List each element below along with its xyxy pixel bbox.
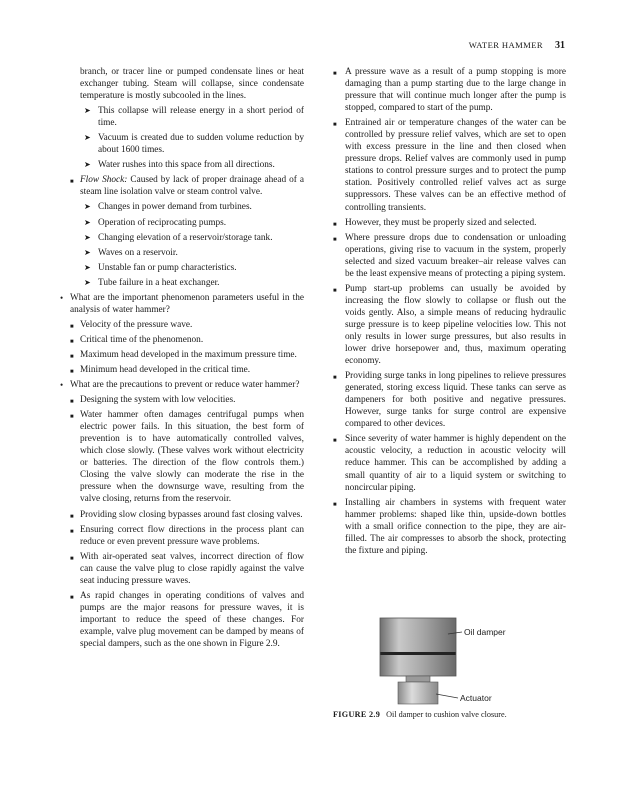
list-item: ■ Pump start-up problems can usually be avoided by increasing the flow slowly to collapse or flush out the voids gently. Also, a simple means of reducing hydraulic surge pressure is to keep pipeline velocities low. This not only results in lower surge pressures, but also results in lower drive horsepower and, thus, maximum operating economy. (333, 283, 566, 367)
square-bullet-icon: ■ (70, 338, 74, 345)
list-item: ■ Where pressure drops due to condensation or unloading operations, giving rise to vacuum in the system, properly selected and sized vacuum breaker–air release valves can be the least expensive means of protecting a piping system. (333, 232, 566, 279)
page-number: 31 (555, 40, 565, 51)
caption-label: FIGURE 2.9 (333, 710, 381, 719)
list-item: ➤ Changes in power demand from turbines. (84, 202, 252, 213)
list-item: ■ A pressure wave as a result of a pump stopping is more damaging than a pump starting due to the large change in pressure that will continue much longer after the pump is stopped, compared to start of the pump. (333, 67, 566, 114)
list-item: ■ Velocity of the pressure wave. (60, 319, 304, 331)
question-parameters: • What are the important phenomenon parameters useful in the analysis of water hammer? (60, 292, 304, 315)
square-bullet-icon: ■ (70, 414, 74, 421)
square-bullet-icon: ■ (70, 368, 74, 375)
running-head (469, 40, 565, 51)
square-bullet-icon: ■ (333, 501, 337, 508)
square-bullet-icon: ■ (70, 399, 74, 406)
list-item: ■ Installing air chambers in systems with frequent water hammer problems: shaped like thin, upside-down bottles with a small orifice connection to the pipe, they are air-filled. The air compresses to absorb the shock, protecting the fixture and piping. (333, 497, 566, 556)
arrow-marker-icon: ➤ (84, 262, 91, 272)
square-bullet-icon: ■ (70, 179, 74, 186)
list-item: ➤ Operation of reciprocating pumps. (84, 217, 227, 228)
arrow-marker-icon: ➤ (84, 247, 91, 257)
label-actuator: Actuator (460, 693, 492, 703)
list-item: ■ Maximum head developed in the maximum pressure time. (60, 349, 304, 361)
flow-shock-item: ■ Flow Shock: Caused by lack of proper drainage ahead of a steam line isolation valve or steam control valve. (70, 175, 304, 198)
figure-caption (333, 710, 573, 719)
continuation-paragraph: branch, or tracer line or pumped condensate lines or heat exchanger tubing. Steam will collapse, since condensate temperature is mostly subcooled in the lines. (80, 67, 304, 102)
square-bullet-icon: ■ (70, 594, 74, 601)
question-precautions: • What are the precautions to prevent or reduce water hammer? (60, 380, 300, 391)
list-item: ➤ Changing elevation of a reservoir/storage tank. (84, 232, 273, 243)
arrow-marker-icon: ➤ (84, 106, 91, 116)
leader-line-actuator (436, 694, 458, 698)
figure-oil-damper (376, 612, 556, 708)
square-bullet-icon: ■ (70, 353, 74, 360)
arrow-marker-icon: ➤ (84, 133, 91, 143)
round-bullet-icon: • (60, 292, 64, 303)
arrow-marker-icon: ➤ (84, 202, 91, 212)
square-bullet-icon: ■ (333, 287, 337, 294)
list-item: ■ Designing the system with low velocities. (60, 394, 304, 406)
list-item: ➤ Unstable fan or pump characteristics. (84, 262, 237, 273)
square-bullet-icon: ■ (333, 438, 337, 445)
round-bullet-icon: • (60, 380, 64, 391)
square-bullet-icon: ■ (70, 513, 74, 520)
list-item: ➤ This collapse will release energy in a short period of time. (84, 106, 304, 129)
arrow-marker-icon: ➤ (84, 277, 91, 287)
list-item: ■ Providing surge tanks in long pipelines to relieve pressures generated, storing excess liquid. These tanks can serve as dampeners for both positive and negative pressures. However, surge tanks for surge control are expensive compared to other devices. (333, 371, 566, 430)
list-item: ➤ Waves on a reservoir. (84, 247, 178, 258)
square-bullet-icon: ■ (70, 528, 74, 535)
list-item: ■ Ensuring correct flow directions in the process plant can reduce or even prevent pressure wave problems. (70, 524, 304, 547)
piston-rod (406, 676, 430, 682)
running-title: WATER HAMMER (468, 40, 543, 50)
list-item: ➤ Tube failure in a heat exchanger. (84, 277, 220, 288)
arrow-marker-icon: ➤ (84, 160, 91, 170)
list-item: ➤ Vacuum is created due to sudden volume reduction by about 1600 times. (84, 133, 304, 156)
list-item: ■ Minimum head developed in the critical time. (60, 364, 304, 376)
left-column (60, 66, 304, 653)
actuator-body (398, 682, 438, 704)
square-bullet-icon: ■ (333, 221, 337, 228)
label-oil-damper: Oil damper (464, 627, 506, 637)
square-bullet-icon: ■ (70, 323, 74, 330)
list-item: ■ Water hammer often damages centrifugal pumps when electric power fails. In this situation, the best form of prevention is to have automatically controlled valves, which close slowly. (These valves work without electricity or batteries. The direction of the flow controls them.) Closing the valve slowly can moderate the rise in the pressure when the downsurge wave, resulting from the valve closing, returns from the reservoir. (70, 410, 304, 505)
arrow-marker-icon: ➤ (84, 217, 91, 227)
list-item: ■ As rapid changes in operating conditions of valves and pumps are the major reasons for pressure waves, it is important to reduce the speed of these changes. For example, valve plug movement can be damped by means of special dampers, such as the one shown in Figure 2.9. (70, 590, 304, 649)
square-bullet-icon: ■ (70, 555, 74, 562)
oil-damper-diagram (376, 612, 556, 708)
arrow-marker-icon: ➤ (84, 232, 91, 242)
caption-text: Oil damper to cushion valve closure. (386, 710, 507, 719)
square-bullet-icon: ■ (333, 375, 337, 382)
list-item: ■ Critical time of the phenomenon. (60, 334, 304, 346)
damper-cylinder (380, 618, 456, 676)
list-item: ■ Since severity of water hammer is highly dependent on the acoustic velocity, a reduction in acoustic velocity will reduce hammer. This can be accomplished by adding a small quantity of air to a liquid system or switching to noncircular piping. (333, 434, 566, 493)
square-bullet-icon: ■ (333, 122, 337, 129)
damper-band (380, 652, 456, 655)
list-item: ■ However, they must be properly sized and selected. (333, 217, 566, 229)
flow-shock-lead: Flow Shock: (80, 175, 128, 186)
list-item: ➤ Water rushes into this space from all directions. (84, 160, 275, 171)
square-bullet-icon: ■ (333, 236, 337, 243)
list-item: ■ Entrained air or temperature changes of the water can be controlled by pressure relief valves, which are set to open with excess pressure in the line and then closed when pressure drops. Relief valves are commonly used in pump stations to control pressure surges and to protect the pump station. Positively controlled relief valves act as surge suppressors. These valves can be an effective method of controlling transients. (333, 118, 566, 213)
right-column (333, 66, 566, 560)
square-bullet-icon: ■ (333, 71, 337, 77)
list-item: ■ With air-operated seat valves, incorrect direction of flow can cause the valve plug to close rapidly against the valve seat inducing pressure waves. (70, 551, 304, 586)
list-item: ■ Providing slow closing bypasses around fast closing valves. (60, 509, 304, 521)
